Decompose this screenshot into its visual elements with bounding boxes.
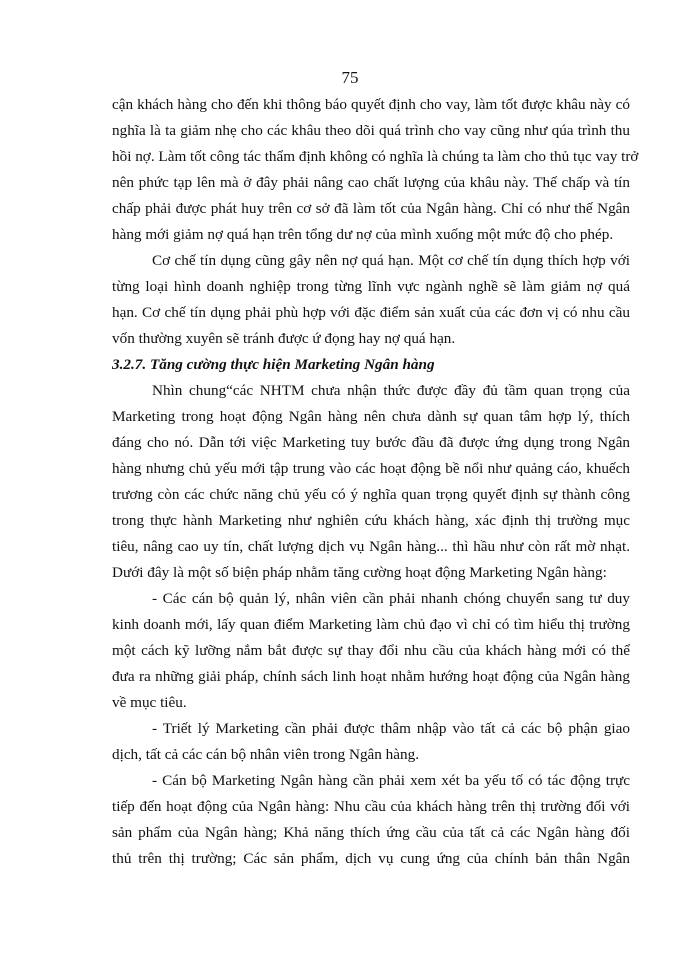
text-line: từng loại hình doanh nghiệp trong từng lĩnh vực ngành nghề sẽ làm giảm nợ quá — [112, 278, 630, 295]
text-line: đưa ra những giải pháp, chính sách linh hoạt nhằm hướng hoạt động của Ngân hàng — [112, 668, 630, 685]
text-line: đáng cho nó. Dẫn tới việc Marketing tuy bước đầu đã được ứng dụng trong Ngân — [112, 434, 630, 451]
text-line: Dưới đây là một số biện pháp nhằm tăng cường hoạt động Marketing Ngân hàng: — [112, 564, 607, 581]
text-line: kinh doanh mới, lấy quan điểm Marketing làm chủ đạo vì chỉ có tìm hiểu thị trường — [112, 616, 630, 633]
text-line: chấp phải được phát huy trên cơ sở đã làm tốt của Ngân hàng. Chỉ có như thế Ngân — [112, 200, 630, 217]
text-line: về mục tiêu. — [112, 694, 187, 711]
text-line: trương còn các chức năng chủ yếu có ý nghĩa quan trọng quyết định sự thành công — [112, 486, 630, 503]
text-line: dịch, tất cả các cán bộ nhân viên trong Ngân hàng. — [112, 746, 420, 763]
text-line: - Triết lý Marketing cần phải được thâm nhập vào tất cả các bộ phận giao — [152, 720, 630, 737]
text-line: sản phẩm của Ngân hàng; Khả năng thích ứng cầu của tất cả các Ngân hàng đối — [112, 824, 630, 841]
section-heading: 3.2.7. Tăng cường thực hiện Marketing Ngân hàng — [112, 356, 435, 373]
text-line: tiêu, nâng cao uy tín, chất lượng dịch vụ Ngân hàng... thì hầu như còn rất mờ nhạt. — [112, 538, 630, 555]
text-line: nghĩa là ta giảm nhẹ cho các khâu theo dõi quá trình cho vay cũng như qúa trình thu — [112, 122, 630, 139]
text-line: thủ trên thị trường; Các sản phẩm, dịch vụ cung ứng của chính bản thân Ngân — [112, 850, 630, 867]
text-line: hồi nợ. Làm tốt công tác thẩm định không có nghĩa là chúng ta làm cho thủ tục vay trở — [112, 148, 639, 165]
page-number: 75 — [341, 68, 359, 87]
text-line: Cơ chế tín dụng cũng gây nên nợ quá hạn. Một cơ chế tín dụng thích hợp với — [152, 252, 630, 269]
text-line: một cách kỹ lưỡng nắm bắt được sự thay đổi nhu cầu của khách hàng mới có thể — [112, 642, 630, 659]
text-line: - Các cán bộ quản lý, nhân viên cần phải nhanh chóng chuyển sang tư duy — [152, 590, 630, 607]
text-line: vốn thường xuyên sẽ tránh được ứ đọng hay nợ quá hạn. — [112, 330, 456, 347]
text-line: Nhìn chung“các NHTM chưa nhận thức được đầy đủ tầm quan trọng của — [152, 382, 630, 399]
text-line: cận khách hàng cho đến khi thông báo quyết định cho vay, làm tốt được khâu này có — [112, 96, 630, 113]
text-line: nên phức tạp lên mà ở đây phải nâng cao chất lượng của khâu này. Thế chấp và tín — [112, 174, 630, 191]
text-line: tiếp đến hoạt động của Ngân hàng: Nhu cầu của khách hàng trên thị trường đối với — [112, 798, 630, 815]
document-body — [112, 92, 639, 872]
text-line: - Cán bộ Marketing Ngân hàng cần phải xem xét ba yếu tố có tác động trực — [152, 772, 630, 789]
text-line: trong thực hành Marketing như nghiên cứu khách hàng, xác định thị trường mục — [112, 512, 630, 529]
text-line: Marketing trong hoạt động Ngân hàng nên chưa dành sự quan tâm hợp lý, thích — [112, 408, 630, 425]
text-line: hàng nhưng chủ yếu mới tập trung vào các hoạt động bề nổi như quảng cáo, khuếch — [112, 460, 630, 477]
text-line: hạn. Cơ chế tín dụng phải phù hợp với đặc điểm sản xuất của các đơn vị có nhu cầu — [112, 304, 630, 321]
text-line: hàng mới giảm nợ quá hạn trên tổng dư nợ của mình xuống một mức độ cho phép. — [112, 226, 614, 243]
